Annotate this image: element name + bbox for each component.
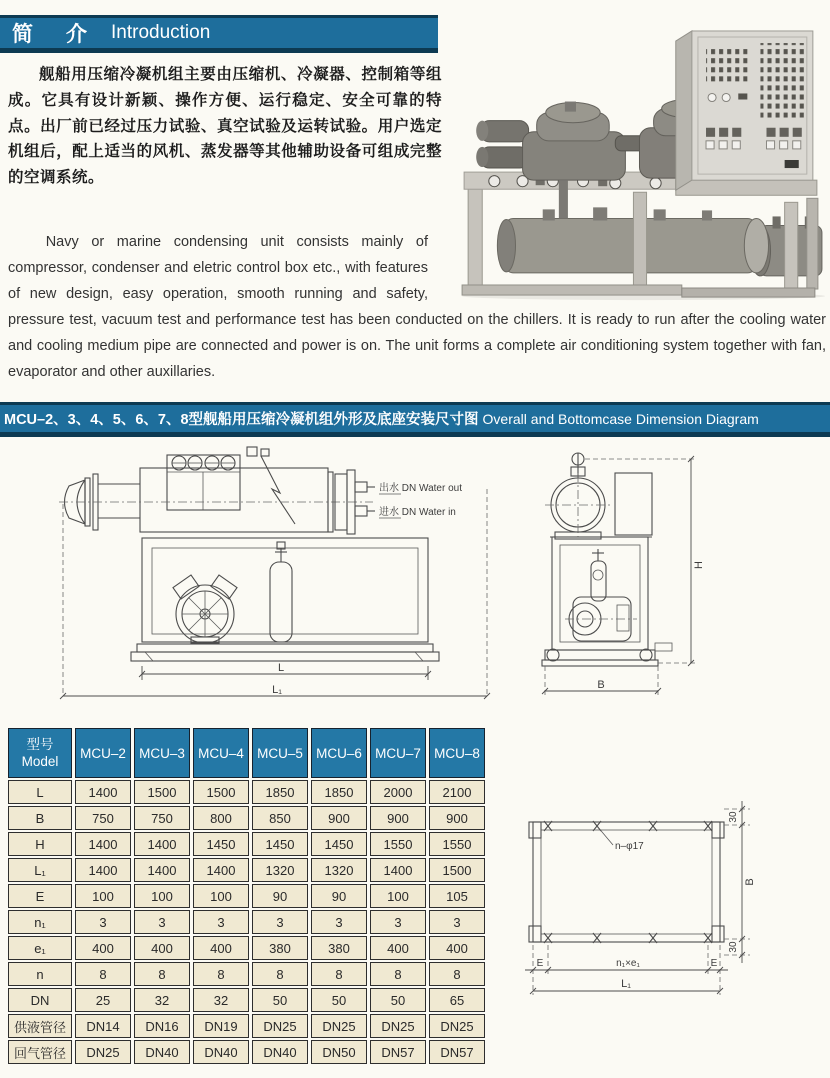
table-cell: DN57 xyxy=(429,1040,485,1064)
intro-paragraph-en-text: Navy or marine condensing unit consists mainly of compressor, condenser and eletric control box etc., with features of new design, easy operation, smooth running and safety, pressure test, vacuum test and performance test has been conducted on the chillers. It is ready to run after the cooling water and cooling medium pipe are connected and power is on. The unit forms a complete air conditioning system together with fan, evaporator and other auxillaries. xyxy=(8,234,826,380)
table-cell: 1850 xyxy=(252,780,308,804)
table-cell: 50 xyxy=(370,988,426,1012)
table-cell: DN25 xyxy=(75,1040,131,1064)
row-label: n₁ xyxy=(8,910,72,934)
front-view-drawing xyxy=(525,445,740,707)
table-cell: 2000 xyxy=(370,780,426,804)
compressor-left xyxy=(476,102,625,219)
table-cell: 8 xyxy=(252,962,308,986)
model-column-header: MCU–4 xyxy=(193,728,249,778)
dimension-title-en: Overall and Bottomcase Dimension Diagram xyxy=(482,410,759,427)
dim-l1-label: L₁ xyxy=(272,684,282,696)
table-row xyxy=(8,936,485,960)
cabinet-label xyxy=(785,160,799,168)
photo-wrap-spacer xyxy=(428,229,826,303)
intro-banner xyxy=(0,15,438,53)
table-cell: 3 xyxy=(370,910,426,934)
water-in-label: 进水 DN Water in xyxy=(379,507,456,518)
table-row xyxy=(8,858,485,882)
table-cell: 100 xyxy=(134,884,190,908)
table-cell: 380 xyxy=(311,936,367,960)
table-cell: 25 xyxy=(75,988,131,1012)
table-cell: 65 xyxy=(429,988,485,1012)
water-out-label: 出水 DN Water out xyxy=(379,483,462,494)
table-cell: 3 xyxy=(311,910,367,934)
table-cell: 400 xyxy=(134,936,190,960)
table-cell: 1500 xyxy=(429,858,485,882)
table-cell: DN40 xyxy=(193,1040,249,1064)
model-column-header: MCU–8 xyxy=(429,728,485,778)
dimension-banner xyxy=(0,402,830,437)
table-cell: 90 xyxy=(311,884,367,908)
side-view-drawing xyxy=(55,444,495,712)
frame-beam xyxy=(676,180,817,195)
row-label: 回气管径 xyxy=(8,1040,72,1064)
table-cell: DN40 xyxy=(134,1040,190,1064)
model-column-header: MCU–2 xyxy=(75,728,131,778)
table-cell: 100 xyxy=(370,884,426,908)
dimension-title-zh: MCU–2、3、4、5、6、7、8型舰船用压缩冷凝机组外形及底座安装尺寸图 xyxy=(4,412,479,428)
table-row xyxy=(8,832,485,856)
table-cell: 1550 xyxy=(429,832,485,856)
table-cell: 100 xyxy=(193,884,249,908)
table-cell: 900 xyxy=(370,806,426,830)
table-cell: 1450 xyxy=(311,832,367,856)
table-cell: 400 xyxy=(370,936,426,960)
base-plan-drawing xyxy=(505,795,830,1010)
table-cell: 1500 xyxy=(193,780,249,804)
table-cell: 900 xyxy=(311,806,367,830)
model-column-header: MCU–5 xyxy=(252,728,308,778)
table-cell: DN57 xyxy=(370,1040,426,1064)
table-cell: 800 xyxy=(193,806,249,830)
table-cell: 3 xyxy=(252,910,308,934)
row-label: L xyxy=(8,780,72,804)
model-column-header: MCU–6 xyxy=(311,728,367,778)
table-cell: DN19 xyxy=(193,1014,249,1038)
table-cell: 50 xyxy=(252,988,308,1012)
row-label: e₁ xyxy=(8,936,72,960)
table-row xyxy=(8,1014,485,1038)
dim-b-plan-label: B xyxy=(744,878,756,886)
dim-b-label: B xyxy=(597,679,605,691)
bolt-marks xyxy=(544,821,712,943)
table-cell: 32 xyxy=(193,988,249,1012)
model-column-header: MCU–7 xyxy=(370,728,426,778)
row-label: H xyxy=(8,832,72,856)
row-label: E xyxy=(8,884,72,908)
table-cell: DN25 xyxy=(370,1014,426,1038)
dim-30-top-label: 30 xyxy=(728,811,739,823)
dim-l1-plan-label: L₁ xyxy=(621,978,631,990)
table-cell: DN40 xyxy=(252,1040,308,1064)
dim-30-bottom-label: 30 xyxy=(728,941,739,953)
table-cell: 1400 xyxy=(134,832,190,856)
table-cell: 100 xyxy=(75,884,131,908)
table-row xyxy=(8,988,485,1012)
table-cell: 900 xyxy=(429,806,485,830)
table-cell: 1500 xyxy=(134,780,190,804)
table-cell: DN50 xyxy=(311,1040,367,1064)
table-cell: 8 xyxy=(75,962,131,986)
table-cell: 90 xyxy=(252,884,308,908)
table-cell: 50 xyxy=(311,988,367,1012)
table-cell: 1400 xyxy=(75,780,131,804)
intro-paragraph-en xyxy=(8,229,826,385)
table-row xyxy=(8,962,485,986)
table-cell: 1400 xyxy=(75,832,131,856)
table-cell: 400 xyxy=(429,936,485,960)
table-cell: 3 xyxy=(429,910,485,934)
table-cell: 8 xyxy=(311,962,367,986)
table-cell: 3 xyxy=(134,910,190,934)
intro-heading-en: Introduction xyxy=(111,22,211,43)
table-cell: 2100 xyxy=(429,780,485,804)
table-row xyxy=(8,884,485,908)
table-cell: DN25 xyxy=(429,1014,485,1038)
row-label: DN xyxy=(8,988,72,1012)
dim-l-label: L xyxy=(277,662,285,674)
table-row xyxy=(8,780,485,804)
table-cell: 1400 xyxy=(75,858,131,882)
table-cell: 8 xyxy=(370,962,426,986)
table-cell: 1450 xyxy=(193,832,249,856)
table-cell: DN16 xyxy=(134,1014,190,1038)
table-cell: 1320 xyxy=(311,858,367,882)
table-cell: 750 xyxy=(134,806,190,830)
table-cell: 850 xyxy=(252,806,308,830)
table-cell: 3 xyxy=(193,910,249,934)
table-cell: 1400 xyxy=(370,858,426,882)
row-label: B xyxy=(8,806,72,830)
table-cell: 1400 xyxy=(193,858,249,882)
table-cell: 380 xyxy=(252,936,308,960)
table-cell: 1450 xyxy=(252,832,308,856)
table-cell: 1320 xyxy=(252,858,308,882)
indicator-grid xyxy=(760,43,804,118)
intro-paragraph-zh: 舰船用压缩冷凝机组主要由压缩机、冷凝器、控制箱等组成。它具有设计新颖、操作方便、运行稳定、安全可靠的特点。出厂前已经过压力试验、真空试验及运转试验。用户选定机组后，配上适当的风机、蒸发器等其他辅助设备可组成完整的空调系统。 xyxy=(8,66,442,187)
dimension-table-body xyxy=(8,728,485,1064)
dim-h-label: H xyxy=(693,561,705,569)
table-cell: 1400 xyxy=(134,858,190,882)
table-cell: 8 xyxy=(429,962,485,986)
table-row xyxy=(8,1040,485,1064)
row-label: L₁ xyxy=(8,858,72,882)
table-cell: 1850 xyxy=(311,780,367,804)
table-cell: 8 xyxy=(134,962,190,986)
dim-e-left-label: E xyxy=(536,958,544,969)
row-label: n xyxy=(8,962,72,986)
table-cell: 750 xyxy=(75,806,131,830)
table-row xyxy=(8,806,485,830)
table-cell: DN14 xyxy=(75,1014,131,1038)
bolt-note-label: n–φ17 xyxy=(615,841,644,852)
table-row xyxy=(8,910,485,934)
dim-e-right-label: E xyxy=(710,958,718,969)
model-header-cell: 型号 Model xyxy=(8,728,72,778)
table-cell: 32 xyxy=(134,988,190,1012)
table-cell: 1550 xyxy=(370,832,426,856)
dim-pitch-label: n₁×e₁ xyxy=(616,958,640,969)
table-cell: DN25 xyxy=(252,1014,308,1038)
model-column-header: MCU–3 xyxy=(134,728,190,778)
row-label: 供液管径 xyxy=(8,1014,72,1038)
indicator-grid xyxy=(706,47,750,83)
control-cabinet xyxy=(676,31,813,190)
table-cell: 400 xyxy=(193,936,249,960)
dimension-table xyxy=(5,726,488,1066)
intro-heading-zh: 简 介 xyxy=(12,23,93,46)
table-cell: 8 xyxy=(193,962,249,986)
table-cell: 105 xyxy=(429,884,485,908)
table-cell: DN25 xyxy=(311,1014,367,1038)
table-header-row xyxy=(8,728,485,778)
table-cell: 400 xyxy=(75,936,131,960)
table-cell: 3 xyxy=(75,910,131,934)
